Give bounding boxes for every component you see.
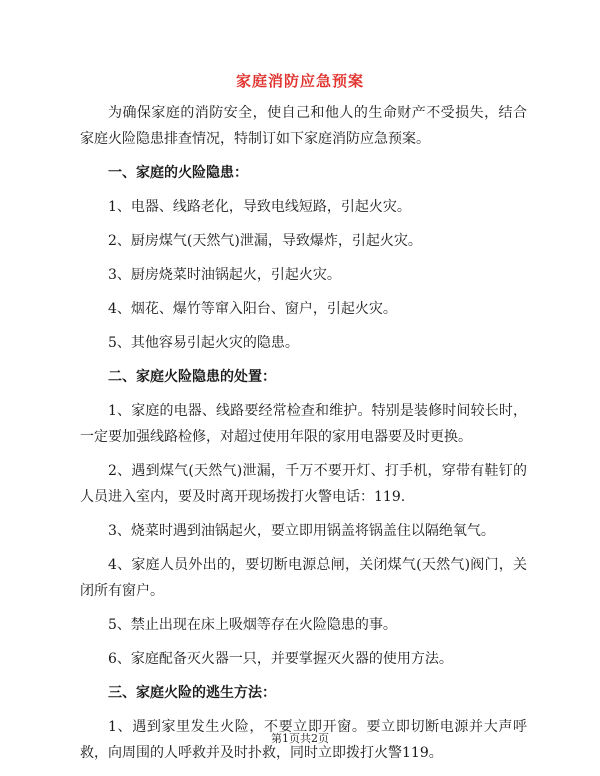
hazard-item-4: 4、烟花、爆竹等窜入阳台、窗户，引起火灾。 — [108, 301, 397, 317]
handling-item-1: 1、家庭的电器、线路要经常检查和维护。特别是装修时间较长时，一定要加强线路检修，对超过使用年限的家用电器要及时更换。 — [80, 403, 527, 445]
hazard-item-3: 3、厨房烧菜时油锅起火，引起火灾。 — [108, 267, 341, 283]
document-title: 家庭消防应急预案 — [235, 72, 364, 90]
section-heading-escape: 三、家庭火险的逃生方法： — [108, 685, 276, 701]
hazard-item-2: 2、厨房煤气(天然气)泄漏，导致爆炸，引起火灾。 — [108, 233, 422, 249]
document-body — [80, 100, 527, 774]
page-number-footer: 第1页共2页 — [271, 732, 329, 745]
hazard-item-5: 5、其他容易引起火灾的隐患。 — [108, 335, 299, 351]
handling-item-5: 5、禁止出现在床上吸烟等存在火险隐患的事。 — [108, 617, 397, 633]
escape-item-1: 1、遇到家里发生火险，不要立即开窗。要立即切断电源并大声呼救，向周围的人呼救并及时扑救，同时立即拨打火警119。 — [80, 719, 527, 761]
handling-item-2: 2、遇到煤气(天然气)泄漏，千万不要开灯、打手机，穿带有鞋钉的人员进入室内，要及时离开现场拨打火警电话：119. — [80, 463, 527, 505]
handling-item-6: 6、家庭配备灭火器一只，并要掌握灭火器的使用方法。 — [108, 651, 453, 667]
handling-item-4: 4、家庭人员外出的，要切断电源总闸，关闭煤气(天然气)阀门，关闭所有窗户。 — [80, 557, 527, 599]
handling-item-3: 3、烧菜时遇到油锅起火，要立即用锅盖将锅盖住以隔绝氧气。 — [108, 523, 495, 539]
section-heading-handling: 二、家庭火险隐患的处置： — [108, 369, 276, 385]
intro-paragraph: 为确保家庭的消防安全，使自己和他人的生命财产不受损失，结合家庭火险隐患排查情况，特制订如下家庭消防应急预案。 — [80, 105, 527, 147]
section-heading-hazards: 一、家庭的火险隐患： — [108, 165, 248, 181]
hazard-item-1: 1、电器、线路老化，导致电线短路，引起火灾。 — [108, 199, 411, 215]
